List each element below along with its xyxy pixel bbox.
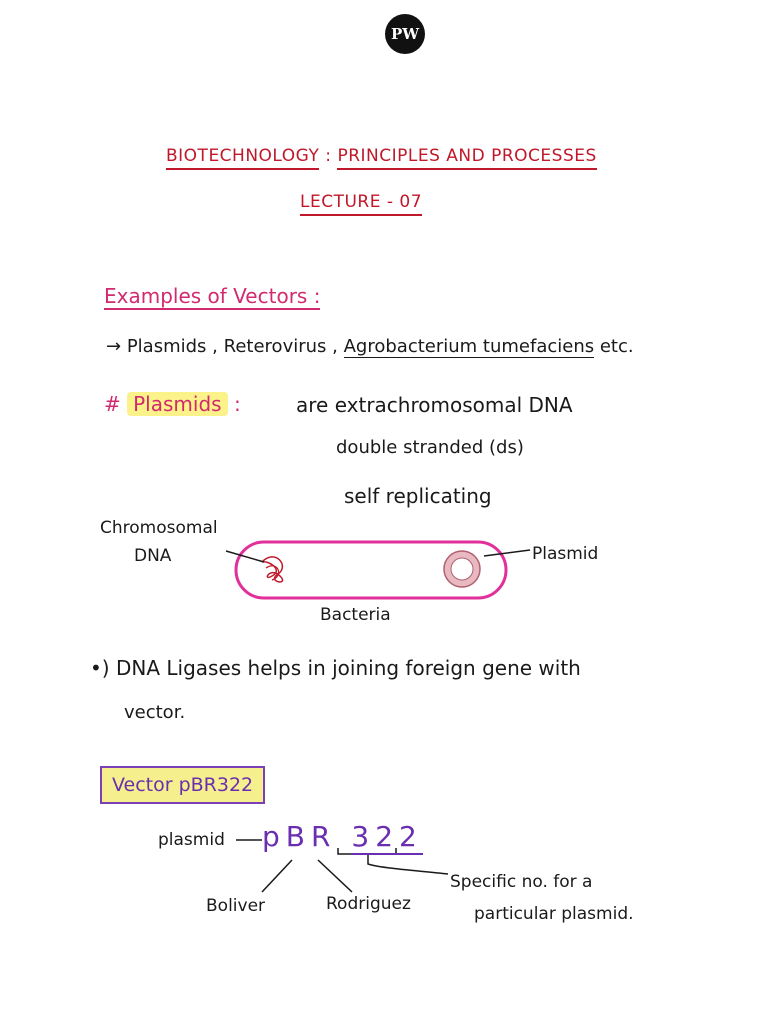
example-etc: etc. [599, 336, 634, 357]
boliver-pointer-line [262, 860, 292, 892]
example-reterovirus: Reterovirus [223, 336, 327, 357]
chromosomal-label-1: Chromosomal [100, 518, 218, 538]
specific-line1: Specific no. for a [450, 872, 593, 892]
pbr322-letters [262, 820, 423, 853]
example-agrobacterium: Agrobacterium tumefaciens [343, 336, 595, 357]
letter-b: B [285, 820, 311, 853]
pw-logo: PW [385, 14, 425, 54]
plasmids-colon: : [233, 392, 241, 416]
example-comma: , [332, 336, 338, 357]
lecture-label: LECTURE - 07 [300, 192, 422, 216]
plasmid-def-line1: are extrachromosomal DNA [296, 393, 573, 417]
ligase-line2: vector. [124, 702, 186, 723]
title-right: PRINCIPLES AND PROCESSES [337, 146, 596, 170]
plasmids-highlight: Plasmids [127, 392, 227, 416]
rodriguez-label: Rodriguez [326, 894, 411, 914]
bullet: •) [90, 656, 110, 680]
chromosomal-label-2: DNA [134, 546, 172, 566]
vector-pbr322-box: Vector pBR322 [100, 766, 265, 804]
plasmid-def-line2: double stranded (ds) [336, 437, 524, 458]
title-left: BIOTECHNOLOGY [166, 146, 319, 170]
arrow-icon: → [106, 336, 122, 357]
ligase-text: DNA Ligases helps in joining foreign gene with [115, 656, 581, 680]
specific-pointer-line [368, 854, 448, 874]
letter-r: R [311, 820, 337, 853]
number-322: 322 [351, 820, 423, 853]
letter-p: p [262, 820, 286, 853]
specific-line2: particular plasmid. [474, 904, 634, 924]
plasmid-label: Plasmid [532, 544, 599, 564]
example-plasmids: Plasmids [126, 336, 207, 357]
bacteria-label: Bacteria [320, 605, 391, 625]
boliver-label: Boliver [206, 896, 266, 916]
plasmid-def-line3: self replicating [344, 484, 492, 508]
rodriguez-pointer-line [318, 860, 352, 892]
title-separator: : [325, 146, 332, 166]
examples-heading-text: Examples of Vectors : [104, 284, 321, 308]
plasmid-word-label: plasmid [158, 830, 225, 850]
example-comma: , [212, 336, 218, 357]
hash-symbol: # [104, 392, 121, 416]
